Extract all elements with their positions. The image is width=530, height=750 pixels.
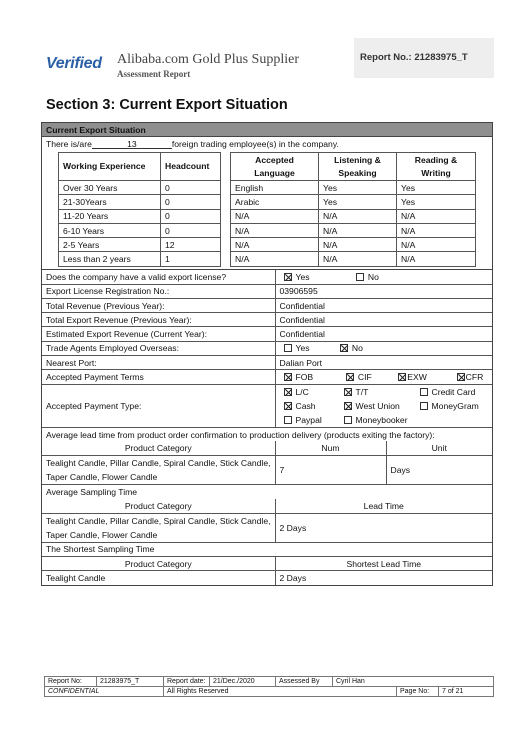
checked-box-icon — [284, 402, 292, 410]
export-fields-grid — [42, 270, 492, 442]
shortest-title: The Shortest Sampling Time — [42, 542, 492, 556]
headcount-cell: 12 — [161, 238, 221, 252]
listening-cell: N/A — [319, 209, 397, 223]
footer-confidential: CONFIDENTIAL — [45, 687, 164, 697]
payment-terms — [275, 370, 492, 384]
headcount-cell: 0 — [161, 209, 221, 223]
export-situation-table — [41, 122, 493, 586]
reading-cell: N/A — [397, 209, 476, 223]
footer-date: 21/Dec./2020 — [210, 677, 276, 687]
license-question: Does the company have a valid export license? — [42, 270, 275, 284]
footer-assessor: Cyril Han — [333, 677, 494, 687]
checked-box-icon — [340, 344, 348, 352]
headcount-cell: 0 — [161, 195, 221, 209]
employee-prefix: There is/are — [46, 139, 92, 149]
table-row: 21-30Years — [59, 195, 161, 209]
unchecked-box-icon — [344, 416, 352, 424]
experience-table — [58, 152, 221, 267]
table-row: N/A — [231, 209, 319, 223]
reading-cell: N/A — [397, 223, 476, 237]
headcount-cell: 0 — [161, 223, 221, 237]
registration-value: 03906595 — [275, 284, 492, 298]
listening-header: Listening & Speaking — [319, 153, 397, 181]
reading-cell: N/A — [397, 238, 476, 252]
unchecked-box-icon — [284, 416, 292, 424]
export-revenue-value: Confidential — [275, 313, 492, 327]
ptype-lc: L/C — [295, 386, 309, 397]
ptype-paypal: Paypal — [295, 414, 322, 425]
term-fob: FOB — [295, 372, 314, 382]
headcount-cell: 1 — [161, 252, 221, 266]
ptype-tt: T/T — [355, 386, 369, 397]
reading-header: Reading & Writing — [397, 153, 476, 181]
shortest-category-header: Product Category — [42, 557, 275, 571]
sampling-lead: 2 Days — [275, 513, 492, 542]
table-row: English — [231, 181, 319, 195]
ptype-credit-card: Credit Card — [431, 386, 476, 397]
port-label: Nearest Port: — [42, 356, 275, 370]
table-row: N/A — [231, 252, 319, 266]
listening-cell: N/A — [319, 223, 397, 237]
lead-num-header: Num — [275, 441, 386, 455]
checked-box-icon — [284, 373, 292, 381]
sampling-category-header: Product Category — [42, 499, 275, 513]
lead-unit-header: Unit — [431, 443, 447, 454]
unchecked-box-icon — [356, 273, 364, 281]
section-title: Section 3: Current Export Situation — [46, 97, 288, 113]
assessment-subtitle: Assessment Report — [117, 69, 191, 79]
lead-time-title: Average lead time from product order confirmation to production delivery (products exiting the factory): — [42, 427, 492, 441]
reading-cell: Yes — [397, 195, 476, 209]
agents-no: No — [351, 343, 363, 354]
sampling-category: Tealight Candle, Pillar Candle, Spiral Candle, Stick Candle, Taper Candle, Flower Candle — [42, 513, 275, 542]
experience-language-row — [42, 151, 492, 270]
unchecked-box-icon — [284, 344, 292, 352]
estimated-revenue-value: Confidential — [275, 327, 492, 341]
term-cfr: CFR — [465, 372, 484, 382]
listening-cell: N/A — [319, 238, 397, 252]
unchecked-box-icon — [420, 388, 428, 396]
report-number-box: Report No.: 21283975_T — [354, 38, 494, 78]
payment-terms-label: Accepted Payment Terms — [42, 370, 275, 384]
footer-report-label: Report No: — [45, 677, 97, 687]
headcount-cell: 0 — [161, 181, 221, 195]
supplier-title: Alibaba.com Gold Plus Supplier — [117, 52, 299, 67]
experience-header: Working Experience — [59, 153, 161, 181]
revenue-value: Confidential — [275, 298, 492, 312]
unchecked-box-icon — [420, 402, 428, 410]
page-footer — [44, 676, 494, 697]
shortest-lead-header: Shortest Lead Time — [275, 557, 492, 571]
table-row: 11-20 Years — [59, 209, 161, 223]
verified-logo: Verified — [46, 55, 102, 72]
term-cif: CIF — [357, 372, 372, 382]
license-yes: Yes — [295, 271, 310, 282]
employee-count: 13 — [92, 139, 172, 149]
table-banner: Current Export Situation — [42, 123, 492, 137]
listening-cell: N/A — [319, 252, 397, 266]
footer-report-no: 21283975_T — [97, 677, 164, 687]
reading-cell: N/A — [397, 252, 476, 266]
checked-box-icon — [457, 373, 465, 381]
revenue-label: Total Revenue (Previous Year): — [42, 298, 275, 312]
table-row: N/A — [231, 223, 319, 237]
footer-rights: All Rights Reserved — [164, 687, 397, 697]
checked-box-icon — [284, 388, 292, 396]
sampling-table — [42, 499, 492, 585]
lead-num: 7 — [275, 456, 386, 485]
lead-category-header: Product Category — [42, 441, 275, 455]
table-row: Less than 2 years — [59, 252, 161, 266]
headcount-header: Headcount — [161, 153, 221, 181]
payment-types — [275, 384, 492, 427]
checked-box-icon — [344, 402, 352, 410]
checked-box-icon — [398, 373, 406, 381]
language-table — [230, 152, 476, 267]
table-row: Over 30 Years — [59, 181, 161, 195]
footer-page: 7 of 21 — [439, 687, 494, 697]
listening-cell: Yes — [319, 195, 397, 209]
license-answer — [275, 270, 492, 284]
export-revenue-label: Total Export Revenue (Previous Year): — [42, 313, 275, 327]
table-row: 2-5 Years — [59, 238, 161, 252]
ptype-west-union: West Union — [355, 400, 400, 411]
port-value: Dalian Port — [275, 356, 492, 370]
footer-page-label: Page No: — [397, 687, 439, 697]
table-row: 6-10 Years — [59, 223, 161, 237]
agents-answer — [275, 341, 492, 355]
lead-category: Tealight Candle, Pillar Candle, Spiral Candle, Stick Candle, Taper Candle, Flower Candle — [42, 456, 275, 485]
shortest-category: Tealight Candle — [42, 571, 275, 585]
footer-date-label: Report date: — [164, 677, 210, 687]
sampling-title: Average Sampling Time — [42, 485, 492, 499]
checked-box-icon — [344, 388, 352, 396]
checked-box-icon — [346, 373, 354, 381]
payment-type-label: Accepted Payment Type: — [42, 384, 275, 427]
employee-count-line — [42, 137, 492, 151]
sampling-lead-header: Lead Time — [363, 500, 404, 511]
lead-time-table — [42, 441, 492, 499]
agents-label: Trade Agents Employed Overseas: — [42, 341, 275, 355]
registration-label: Export License Registration No.: — [42, 284, 275, 298]
checked-box-icon — [284, 273, 292, 281]
term-exw: EXW — [407, 372, 427, 382]
language-header: Accepted Language — [231, 153, 319, 181]
employee-suffix: foreign trading employee(s) in the company. — [171, 139, 339, 149]
lead-unit: Days — [386, 456, 492, 485]
ptype-cash: Cash — [295, 400, 316, 411]
ptype-moneybooker: Moneybooker — [355, 414, 408, 425]
license-no: No — [367, 271, 379, 282]
estimated-revenue-label: Estimated Export Revenue (Current Year): — [42, 327, 275, 341]
table-row: Arabic — [231, 195, 319, 209]
listening-cell: Yes — [319, 181, 397, 195]
footer-assessed-label: Assessed By — [276, 677, 333, 687]
shortest-lead: 2 Days — [275, 571, 492, 585]
agents-yes: Yes — [295, 343, 310, 354]
table-row: N/A — [231, 238, 319, 252]
ptype-moneygram: MoneyGram — [431, 400, 479, 411]
reading-cell: Yes — [397, 181, 476, 195]
